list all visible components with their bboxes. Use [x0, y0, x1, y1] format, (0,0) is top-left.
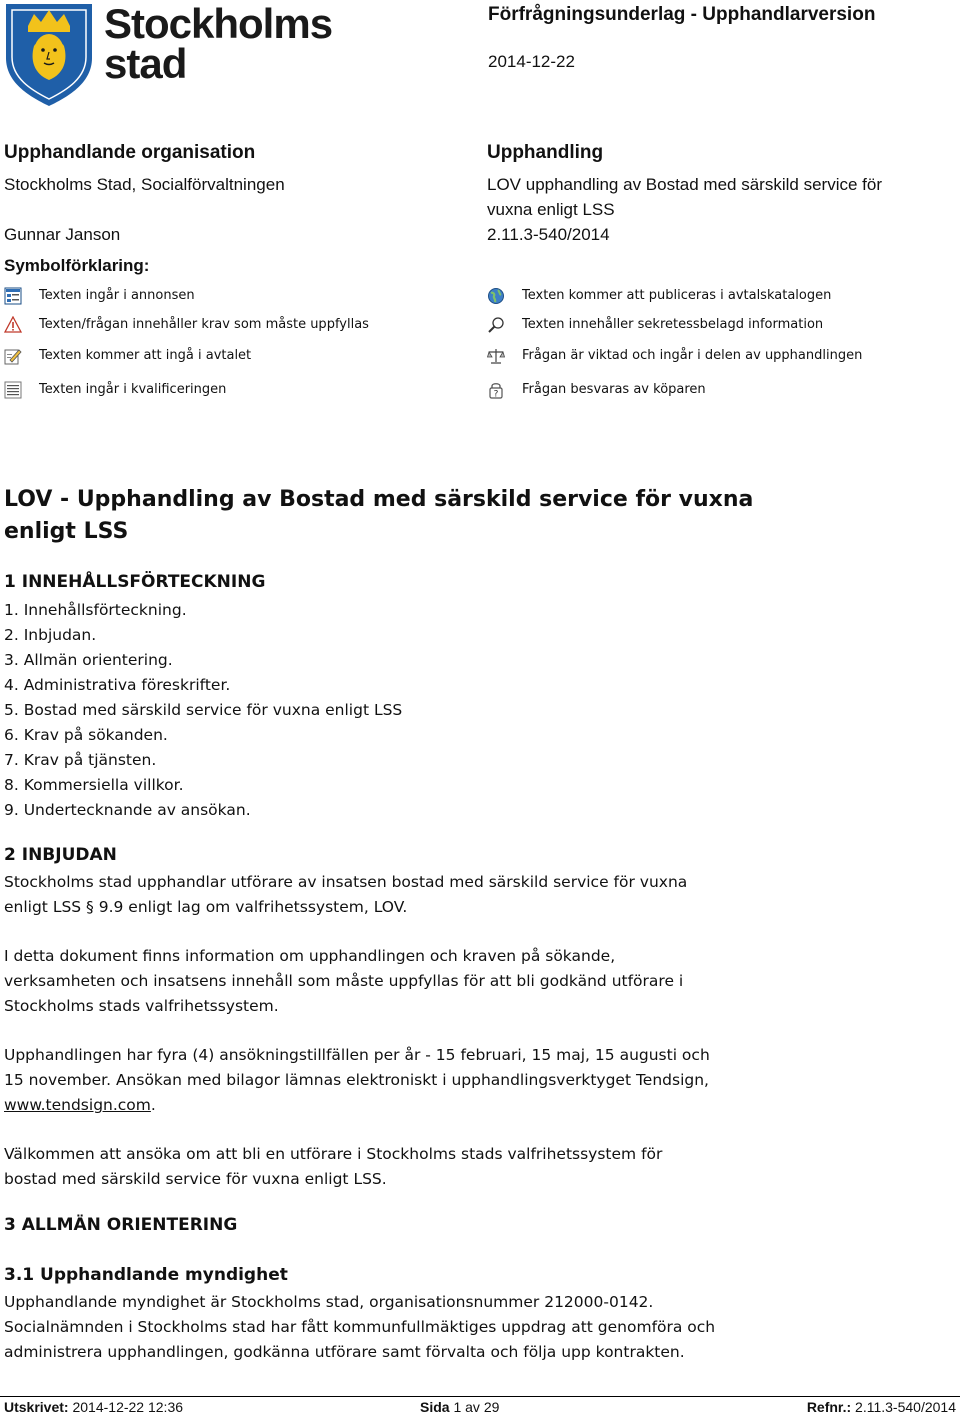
question-lock-icon — [487, 381, 505, 399]
logo-text-line1: Stockholms — [104, 0, 333, 47]
footer-page — [420, 1399, 499, 1415]
legend-label: Texten/frågan innehåller krav som måste uppfyllas — [39, 317, 369, 332]
toc-item[interactable]: 9. Undertecknande av ansökan. — [4, 801, 251, 819]
globe-icon — [487, 287, 505, 305]
footer-reference — [807, 1399, 956, 1415]
organisation-heading: Upphandlande organisation — [4, 142, 256, 163]
list-icon — [4, 287, 22, 305]
legend-label: Texten innehåller sekretessbelagd information — [522, 317, 824, 332]
toc-item[interactable]: 2. Inbjudan. — [4, 626, 97, 644]
edit-icon — [4, 347, 22, 365]
toc-item[interactable]: 4. Administrativa föreskrifter. — [4, 676, 231, 694]
footer-printed — [4, 1399, 183, 1415]
legend-label: Frågan är viktad och ingår i delen av upphandlingen — [522, 348, 863, 363]
legend-item — [4, 380, 464, 400]
text-line: 15 november. Ansökan med bilagor lämnas elektroniskt i upphandlingsverktyget Tendsign, — [4, 1071, 709, 1089]
toc-item[interactable]: 8. Kommersiella villkor. — [4, 776, 184, 794]
legend-item — [487, 286, 947, 306]
lines-icon — [4, 381, 22, 399]
legend-label: Texten ingår i kvalificeringen — [39, 382, 227, 397]
invite-heading: 2 INBJUDAN — [4, 845, 117, 865]
invite-paragraph-4 — [4, 1142, 662, 1192]
footer-page-value: 1 av 29 — [453, 1399, 500, 1415]
toc-item[interactable]: 3. Allmän orientering. — [4, 651, 173, 669]
legend-item — [4, 315, 464, 335]
text-line: bostad med särskild service för vuxna enligt LSS. — [4, 1170, 387, 1188]
organisation-contact: Gunnar Janson — [4, 225, 121, 244]
text-line: verksamheten och insatsens innehåll som måste uppfyllas för att bli godkänd utförare i — [4, 972, 684, 990]
footer-printed-label: Utskrivet: — [4, 1399, 69, 1415]
footer-rule — [0, 1396, 960, 1397]
legend-heading: Symbolförklaring: — [4, 256, 150, 275]
legend-item — [487, 315, 947, 335]
toc-item[interactable]: 7. Krav på tjänsten. — [4, 751, 157, 769]
invite-paragraph-3 — [4, 1043, 710, 1118]
footer-printed-value: 2014-12-22 12:36 — [72, 1399, 184, 1415]
procurement-heading: Upphandling — [487, 142, 604, 163]
procurement-name: LOV upphandling av Bostad med särskild service för vuxna enligt LSS — [487, 175, 882, 219]
toc-heading: 1 INNEHÅLLSFÖRTECKNING — [4, 572, 266, 592]
footer-ref-label: Refnr.: — [806, 1399, 852, 1415]
toc-item[interactable]: 6. Krav på sökanden. — [4, 726, 168, 744]
document-main-title-line1: LOV - Upphandling av Bostad med särskild service för vuxna — [4, 487, 754, 512]
organisation-name: Stockholms Stad, Socialförvaltningen — [4, 175, 285, 194]
text-line: Upphandlingen har fyra (4) ansökningstillfällen per år - 15 februari, 15 maj, 15 augusti och — [4, 1046, 710, 1064]
document-main-title-line2: enligt LSS — [4, 519, 129, 544]
toc-item[interactable]: 1. Innehållsförteckning. — [4, 601, 187, 619]
legend-label: Texten kommer att publiceras i avtalskatalogen — [522, 288, 832, 303]
text-line: enligt LSS § 9.9 enligt lag om valfrihetssystem, LOV. — [4, 898, 408, 916]
legend-item — [4, 346, 464, 366]
scale-icon — [487, 347, 505, 365]
authority-paragraph — [4, 1290, 715, 1365]
procurement-reference: 2.11.3-540/2014 — [487, 225, 610, 244]
legend-item — [4, 286, 464, 306]
page-footer — [0, 1396, 960, 1417]
stockholms-stad-logo — [0, 0, 333, 110]
general-orientation-heading: 3 ALLMÄN ORIENTERING — [4, 1215, 238, 1235]
text-line: Socialnämnden i Stockholms stad har fått kommunfullmäktiges uppdrag att genomföra och — [4, 1318, 716, 1336]
legend-item — [487, 346, 947, 366]
magnifier-icon — [487, 316, 505, 334]
invite-paragraph-1 — [4, 870, 687, 920]
text-fragment: . — [150, 1096, 156, 1114]
text-line: Upphandlande myndighet är Stockholms stad, organisationsnummer 212000-0142. — [4, 1293, 654, 1311]
document-date: 2014-12-22 — [488, 52, 575, 71]
invite-paragraph-2 — [4, 944, 683, 1019]
legend-item — [487, 380, 947, 400]
warning-icon — [4, 316, 22, 334]
text-line: Välkommen att ansöka om att bli en utförare i Stockholms stads valfrihetssystem för — [4, 1145, 663, 1163]
text-line: Stockholms stads valfrihetssystem. — [4, 997, 279, 1015]
text-line: I detta dokument finns information om upphandlingen och kraven på sökande, — [4, 947, 616, 965]
text-line — [4, 1093, 710, 1118]
legend-label: Texten kommer att ingå i avtalet — [39, 348, 252, 363]
toc-list — [4, 598, 402, 823]
footer-ref-value: 2.11.3-540/2014 — [855, 1399, 956, 1415]
text-line: Stockholms stad upphandlar utförare av insatsen bostad med särskild service för vuxna — [4, 873, 688, 891]
legend-label: Frågan besvaras av köparen — [522, 382, 706, 397]
text-line: administrera upphandlingen, godkänna utförare samt förvalta och följa upp kontrakten. — [4, 1343, 685, 1361]
toc-item[interactable]: 5. Bostad med särskild service för vuxna enligt LSS — [4, 701, 403, 719]
legend-label: Texten ingår i annonsen — [39, 288, 195, 303]
authority-heading: 3.1 Upphandlande myndighet — [4, 1265, 288, 1285]
document-title: Förfrågningsunderlag - Upphandlarversion — [488, 4, 876, 25]
footer-page-label: Sida — [420, 1399, 450, 1415]
svg-text:?: ? — [493, 389, 499, 399]
tendsign-link[interactable]: www.tendsign.com — [4, 1096, 151, 1114]
logo-text-line2: stad — [104, 40, 187, 87]
